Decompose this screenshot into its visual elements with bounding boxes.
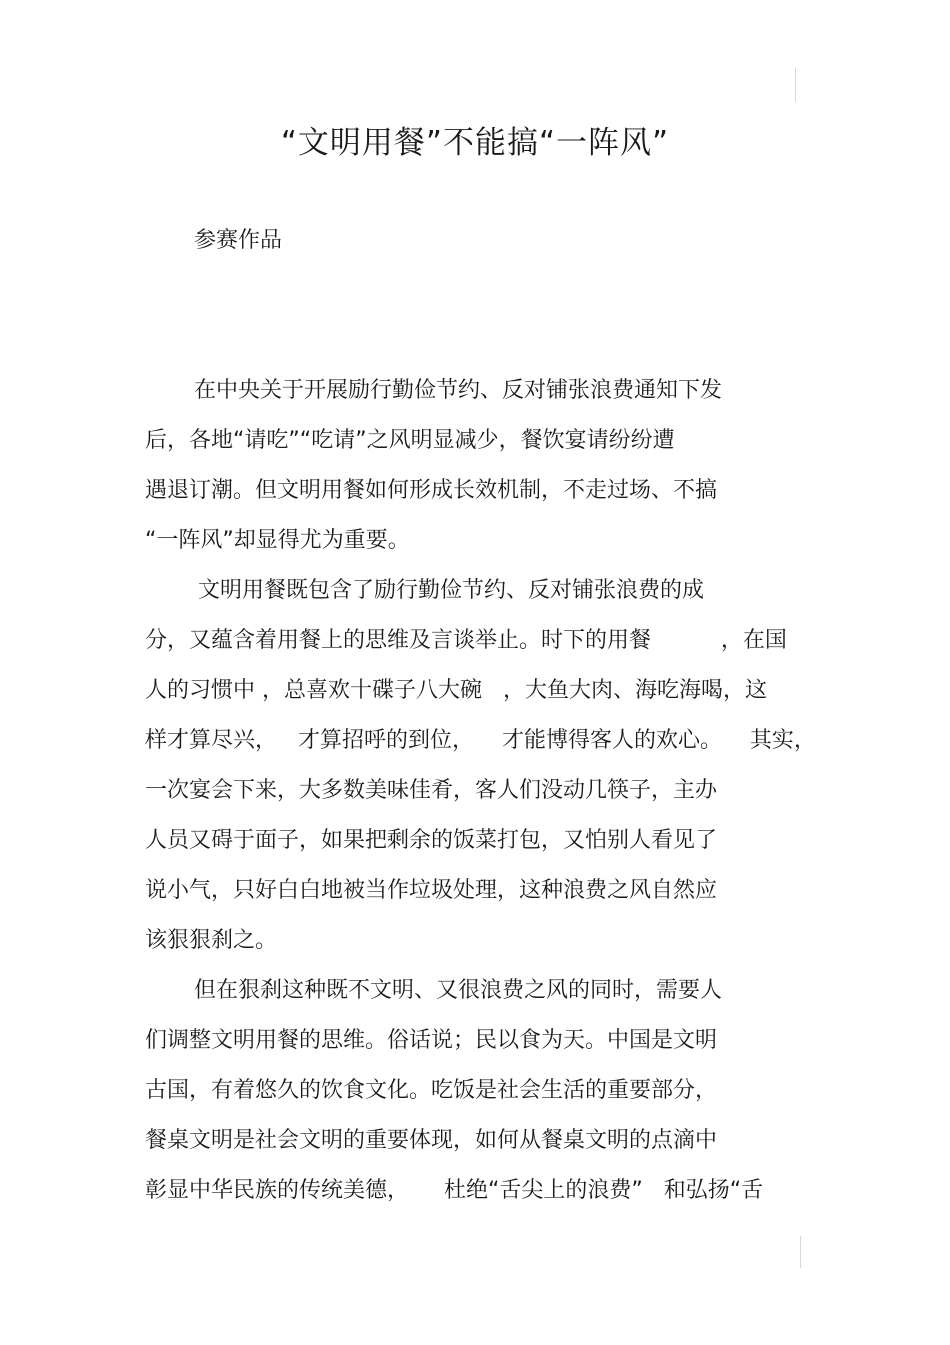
- paragraph-line: 说小气，只好白白地被当作垃圾处理，这种浪费之风自然应: [145, 878, 718, 903]
- paragraph-line: 文明用餐既包含了励行勤俭节约、反对铺张浪费的成: [198, 578, 705, 603]
- paragraph-line: “一阵风”却显得尤为重要。: [145, 528, 410, 553]
- paragraph-line: 该狠狠刹之。: [145, 928, 278, 953]
- paragraph-line: 彰显中华民族的传统美德， 杜绝“舌尖上的浪费” 和弘扬“舌: [145, 1178, 764, 1203]
- paragraph-line: 餐桌文明是社会文明的重要体现，如何从餐桌文明的点滴中: [145, 1128, 718, 1153]
- paragraph-line: 分，又蕴含着用餐上的思维及言谈举止。时下的用餐 ，在国: [145, 628, 787, 653]
- page-corner-mark-bottom: [800, 1236, 801, 1268]
- paragraph-line: 们调整文明用餐的思维。俗话说；民以食为天。中国是文明: [145, 1028, 718, 1053]
- paragraph-line: 一次宴会下来，大多数美味佳肴，客人们没动几筷子，主办: [145, 778, 718, 803]
- paragraph-line: 但在狠刹这种既不文明、又很浪费之风的同时，需要人: [194, 978, 723, 1003]
- paragraph-line: 后，各地“请吃”“吃请”之风明显减少，餐饮宴请纷纷遭: [145, 428, 675, 453]
- paragraph-line: 遇退订潮。但文明用餐如何形成长效机制，不走过场、不搞: [145, 478, 718, 503]
- paragraph-line: 在中央关于开展励行勤俭节约、反对铺张浪费通知下发: [194, 378, 723, 403]
- paragraph-line: 古国，有着悠久的饮食文化。吃饭是社会生活的重要部分，: [145, 1078, 718, 1103]
- document-subtitle: 参赛作品: [194, 228, 283, 253]
- document-title: “文明用餐”不能搞“一阵风”: [280, 125, 670, 161]
- page-corner-mark-top: [795, 68, 796, 102]
- paragraph-line: 人员又碍于面子，如果把剩余的饭菜打包，又怕别人看见了: [145, 828, 718, 853]
- paragraph-line: 样才算尽兴， 才算招呼的到位， 才能博得客人的欢心。 其实，: [145, 728, 816, 753]
- paragraph-line: 人的习惯中 ，总喜欢十碟子八大碗 ，大鱼大肉、海吃海喝，这: [145, 678, 767, 703]
